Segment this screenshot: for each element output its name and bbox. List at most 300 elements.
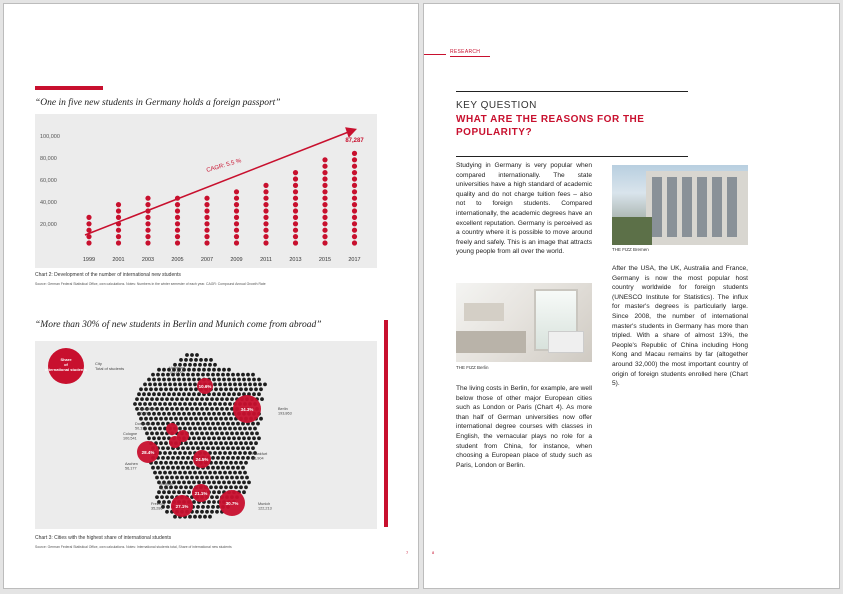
city-name-label: Munich <box>258 502 271 506</box>
map-dot <box>192 481 196 485</box>
bar-chart-panel <box>35 114 377 268</box>
map-dot <box>174 461 178 465</box>
bar-dot <box>293 189 298 194</box>
map-dot <box>217 392 221 396</box>
map-dot <box>214 387 218 391</box>
bar-dot <box>204 215 209 220</box>
map-dot <box>219 417 223 421</box>
map-dot <box>198 402 202 406</box>
map-dot <box>240 476 244 480</box>
bar-dot <box>263 208 268 213</box>
map-dot <box>180 476 184 480</box>
map-dot <box>211 466 215 470</box>
right-page <box>423 3 840 589</box>
city-total-label: 101,660 <box>169 370 183 375</box>
map-dot <box>244 485 248 489</box>
header-label: RESEARCH <box>450 49 481 55</box>
map-dot <box>234 387 238 391</box>
map-dot <box>206 505 210 509</box>
bar-2009 <box>234 189 239 245</box>
map-dot <box>178 471 182 475</box>
map-dot <box>226 466 230 470</box>
map-dot <box>163 402 167 406</box>
map-dot <box>193 363 197 367</box>
map-dot <box>156 466 160 470</box>
map-dot <box>163 471 167 475</box>
map-dot <box>167 412 171 416</box>
map-dot <box>209 485 213 489</box>
map-dot <box>144 417 148 421</box>
x-tick-label: 2001 <box>112 257 125 263</box>
map-dot <box>213 363 217 367</box>
bar-dot <box>86 215 91 220</box>
bar-dot <box>175 208 180 213</box>
bar-dot <box>352 176 357 181</box>
map-dot <box>226 456 230 460</box>
map-dot <box>166 456 170 460</box>
map-dot <box>211 422 215 426</box>
map-dot <box>162 436 166 440</box>
bar-dot <box>204 196 209 201</box>
chart3-source: Source: German Federal Statistical Office, own calculations. Notes: International students total, Share of international new students <box>35 545 232 549</box>
bar-dot <box>352 196 357 201</box>
map-dot <box>247 481 251 485</box>
map-dot <box>218 451 222 455</box>
bar-dot <box>293 196 298 201</box>
bar-dot <box>234 215 239 220</box>
map-dot <box>138 402 142 406</box>
map-dot <box>145 432 149 436</box>
map-dot <box>177 378 181 382</box>
map-dot <box>166 446 170 450</box>
map-dot <box>201 446 205 450</box>
bar-dot <box>204 228 209 233</box>
city-share-label: 34.3% <box>240 406 254 412</box>
map-dot <box>188 427 192 431</box>
map-dot <box>182 490 186 494</box>
bar-dot <box>116 228 121 233</box>
map-dot <box>198 471 202 475</box>
city-total-label: 50,312 <box>135 426 147 431</box>
map-dot <box>216 456 220 460</box>
bar-dot <box>116 234 121 239</box>
map-dot <box>195 353 199 357</box>
map-dot <box>236 466 240 470</box>
map-dot <box>247 378 251 382</box>
map-dot <box>181 466 185 470</box>
map-dot <box>157 378 161 382</box>
map-dot <box>189 417 193 421</box>
bar-dot <box>116 202 121 207</box>
map-dot <box>179 461 183 465</box>
chart2-source: Source: German Federal Statistical Office, own calculations. Notes: Numbers in the winter semester of each year. CAGR: Compound Annual Growth Rate <box>35 282 266 286</box>
bar-dot <box>234 196 239 201</box>
bar-dot <box>352 228 357 233</box>
city-name-label: Hamburg <box>169 366 185 370</box>
map-dot <box>208 515 212 519</box>
map-dot <box>166 466 170 470</box>
map-dot <box>234 441 238 445</box>
map-dot <box>174 387 178 391</box>
map-dot <box>144 387 148 391</box>
map-dot <box>232 392 236 396</box>
map-dot <box>225 397 229 401</box>
bar-dot <box>322 208 327 213</box>
map-dot <box>209 441 213 445</box>
bar-dot <box>293 215 298 220</box>
bar-dot <box>293 176 298 181</box>
map-dot <box>227 368 231 372</box>
map-dot <box>222 481 226 485</box>
legend-city: City <box>95 361 102 366</box>
map-dot <box>221 456 225 460</box>
map-dot <box>167 500 171 504</box>
city-name-label: Frankfurt <box>252 452 268 456</box>
map-dot <box>242 490 246 494</box>
map-dot <box>150 432 154 436</box>
map-dot <box>183 471 187 475</box>
map-dot <box>222 412 226 416</box>
legend-bubble-text: Share <box>60 357 72 362</box>
bar-dot <box>86 221 91 226</box>
bar-dot <box>175 215 180 220</box>
map-dot <box>260 397 264 401</box>
city-share-label: 10.6% <box>198 383 212 389</box>
map-dot <box>183 402 187 406</box>
map-dot <box>191 422 195 426</box>
map-dot <box>233 383 237 387</box>
map-dot <box>238 427 242 431</box>
map-dot <box>191 446 195 450</box>
map-dot <box>244 441 248 445</box>
map-dot <box>209 417 213 421</box>
map-dot <box>160 476 164 480</box>
map-dot <box>192 392 196 396</box>
map-dot <box>199 417 203 421</box>
y-tick-label: 20,000 <box>40 222 57 228</box>
map-dot <box>237 436 241 440</box>
map-dot <box>158 402 162 406</box>
chart3-caption: Chart 3: Cities with the highest share of international students <box>35 535 172 541</box>
map-dot <box>232 378 236 382</box>
map-dot <box>232 481 236 485</box>
bar-2005 <box>175 196 180 246</box>
map-dot <box>194 441 198 445</box>
map-dot <box>150 397 154 401</box>
map-dot <box>210 495 214 499</box>
map-dot <box>208 363 212 367</box>
bar-dot <box>322 157 327 162</box>
map-dot <box>169 417 173 421</box>
map-dot <box>229 485 233 489</box>
map-dot <box>171 456 175 460</box>
map-dot <box>234 485 238 489</box>
bar-dot <box>175 228 180 233</box>
map-dot <box>205 397 209 401</box>
map-dot <box>226 446 230 450</box>
map-dot <box>197 368 201 372</box>
map-dot <box>257 378 261 382</box>
map-dot <box>155 432 159 436</box>
map-dot <box>259 417 263 421</box>
map-dot <box>247 436 251 440</box>
bar-dot <box>145 240 150 245</box>
map-dot <box>211 505 215 509</box>
bar-dot <box>352 234 357 239</box>
map-dot <box>241 466 245 470</box>
map-dot <box>235 476 239 480</box>
red-accent-bar <box>35 86 103 90</box>
map-dot <box>188 471 192 475</box>
map-dot <box>190 407 194 411</box>
map-dot <box>207 368 211 372</box>
city-name-label: Dusseldorf <box>138 407 157 411</box>
page-number-right: 8 <box>432 550 435 555</box>
city-dusseldorf <box>138 407 178 435</box>
map-dot <box>193 383 197 387</box>
map-dot <box>213 383 217 387</box>
map-dot <box>169 387 173 391</box>
map-dot <box>190 432 194 436</box>
quote-foreign-passport: “One in five new students in Germany holds a foreign passport” <box>35 98 281 108</box>
map-dot <box>187 378 191 382</box>
map-dot <box>178 451 182 455</box>
map-dot <box>188 363 192 367</box>
map-dot <box>250 432 254 436</box>
bar-dot <box>352 183 357 188</box>
x-tick-label: 2013 <box>289 257 302 263</box>
map-dot <box>163 451 167 455</box>
map-dot <box>259 387 263 391</box>
map-dot <box>176 456 180 460</box>
map-dot <box>186 446 190 450</box>
map-dot <box>175 407 179 411</box>
bar-dot <box>352 202 357 207</box>
bar-dot <box>263 196 268 201</box>
map-dot <box>224 387 228 391</box>
map-dot <box>254 387 258 391</box>
map-dot <box>207 481 211 485</box>
map-dot <box>225 407 229 411</box>
last-value-label: 87,287 <box>345 137 364 144</box>
x-tick-label: 2017 <box>348 257 361 263</box>
bar-dot <box>263 240 268 245</box>
map-dot <box>196 446 200 450</box>
map-dot <box>237 378 241 382</box>
x-tick-label: 1999 <box>82 257 96 263</box>
map-dot <box>240 432 244 436</box>
map-dot <box>212 500 216 504</box>
map-dot <box>178 402 182 406</box>
bar-dot <box>234 228 239 233</box>
map-dot <box>211 373 215 377</box>
map-dot <box>218 383 222 387</box>
map-dot <box>196 505 200 509</box>
map-dot <box>157 436 161 440</box>
map-dot <box>221 373 225 377</box>
map-dot <box>183 383 187 387</box>
map-dot <box>242 481 246 485</box>
map-bubbles <box>123 366 292 517</box>
map-dot <box>219 461 223 465</box>
bar-2013 <box>293 170 298 246</box>
map-dot <box>174 417 178 421</box>
map-dot <box>183 427 187 431</box>
map-dot <box>175 476 179 480</box>
cagr-annotation: CAGR: 5.5 % <box>205 158 243 174</box>
map-dot <box>231 373 235 377</box>
map-dot <box>252 392 256 396</box>
map-dot <box>212 436 216 440</box>
map-dot <box>222 378 226 382</box>
map-dot <box>243 451 247 455</box>
map-dot <box>203 363 207 367</box>
bar-dot <box>322 170 327 175</box>
map-dot <box>166 505 170 509</box>
map-dot <box>214 461 218 465</box>
x-tick-label: 2011 <box>260 257 272 263</box>
map-dot <box>149 417 153 421</box>
map-dot <box>236 422 240 426</box>
map-dot <box>238 383 242 387</box>
bar-2001 <box>116 202 121 246</box>
map-dot <box>257 392 261 396</box>
map-dot <box>219 441 223 445</box>
map-dot <box>182 481 186 485</box>
map-dot <box>199 441 203 445</box>
map-dot <box>173 383 177 387</box>
city-name-label: Cologne <box>123 432 138 436</box>
bar-dot <box>145 215 150 220</box>
map-dot <box>234 461 238 465</box>
map-dot <box>172 412 176 416</box>
map-dot <box>179 358 183 362</box>
map-dot <box>196 373 200 377</box>
map-dot <box>171 466 175 470</box>
bar-dot <box>263 202 268 207</box>
map-dot <box>194 417 198 421</box>
y-tick-label: 100,000 <box>40 134 60 140</box>
map-dot <box>212 368 216 372</box>
map-dot <box>140 397 144 401</box>
map-dot <box>244 387 248 391</box>
map-dot <box>183 451 187 455</box>
map-dot <box>224 441 228 445</box>
bar-dot <box>204 221 209 226</box>
bar-dot <box>175 221 180 226</box>
map-dot <box>231 446 235 450</box>
bar-dot <box>293 202 298 207</box>
x-tick-label: 2015 <box>318 257 332 263</box>
map-dot <box>187 490 191 494</box>
map-dot <box>245 432 249 436</box>
map-dot <box>221 422 225 426</box>
map-dot <box>168 451 172 455</box>
map-dot <box>170 407 174 411</box>
map-dot <box>200 397 204 401</box>
bar-dot <box>293 208 298 213</box>
map-dot <box>168 383 172 387</box>
map-dot <box>172 392 176 396</box>
map-dot <box>189 441 193 445</box>
map-dot <box>185 397 189 401</box>
city-name-label: Berlin <box>278 407 288 411</box>
quote-berlin-munich: “More than 30% of new students in Berlin and Munich come from abroad” <box>35 320 322 330</box>
bar-dot <box>234 189 239 194</box>
map-dot <box>233 451 237 455</box>
map-dot <box>219 485 223 489</box>
map-dot <box>220 432 224 436</box>
bar-1999 <box>86 215 91 246</box>
map-dot <box>211 456 215 460</box>
map-dot <box>155 397 159 401</box>
map-dot <box>242 378 246 382</box>
bar-2007 <box>204 196 209 246</box>
map-dot <box>149 387 153 391</box>
map-dot <box>186 373 190 377</box>
map-dot <box>181 422 185 426</box>
map-dot <box>208 471 212 475</box>
map-dot <box>202 368 206 372</box>
bar-dot <box>175 240 180 245</box>
map-dot <box>169 461 173 465</box>
map-dot <box>162 490 166 494</box>
map-dot <box>204 358 208 362</box>
map-dot <box>202 481 206 485</box>
map-dot <box>241 446 245 450</box>
map-dot <box>170 495 174 499</box>
map-dot <box>154 417 158 421</box>
map-dot <box>135 397 139 401</box>
map-dot <box>237 392 241 396</box>
map-dot <box>167 378 171 382</box>
bar-dot <box>352 240 357 245</box>
map-dot <box>199 358 203 362</box>
map-dot <box>159 417 163 421</box>
map-dot <box>239 441 243 445</box>
map-dot <box>170 476 174 480</box>
map-dot <box>157 392 161 396</box>
map-dot <box>164 441 168 445</box>
map-dot <box>212 490 216 494</box>
map-dot <box>188 515 192 519</box>
city-share-label: 27.1% <box>175 503 189 509</box>
map-dot <box>190 353 194 357</box>
map-dot <box>233 427 237 431</box>
map-dot <box>185 407 189 411</box>
map-dot <box>236 456 240 460</box>
map-dot <box>163 383 167 387</box>
map-dot <box>139 417 143 421</box>
map-dot <box>203 427 207 431</box>
map-dot <box>162 378 166 382</box>
map-dot <box>170 397 174 401</box>
map-dot <box>188 402 192 406</box>
map-dot <box>159 441 163 445</box>
map-dot <box>230 432 234 436</box>
map-dot <box>251 373 255 377</box>
bar-dot <box>352 164 357 169</box>
map-dot <box>236 373 240 377</box>
map-dot <box>216 466 220 470</box>
y-tick-label: 60,000 <box>40 178 57 184</box>
x-tick-label: 2003 <box>141 257 155 263</box>
bar-dot <box>293 170 298 175</box>
map-dot <box>225 476 229 480</box>
map-dot <box>215 432 219 436</box>
city-total-label: 100,541 <box>123 436 137 441</box>
red-vertical-bar <box>384 320 388 527</box>
